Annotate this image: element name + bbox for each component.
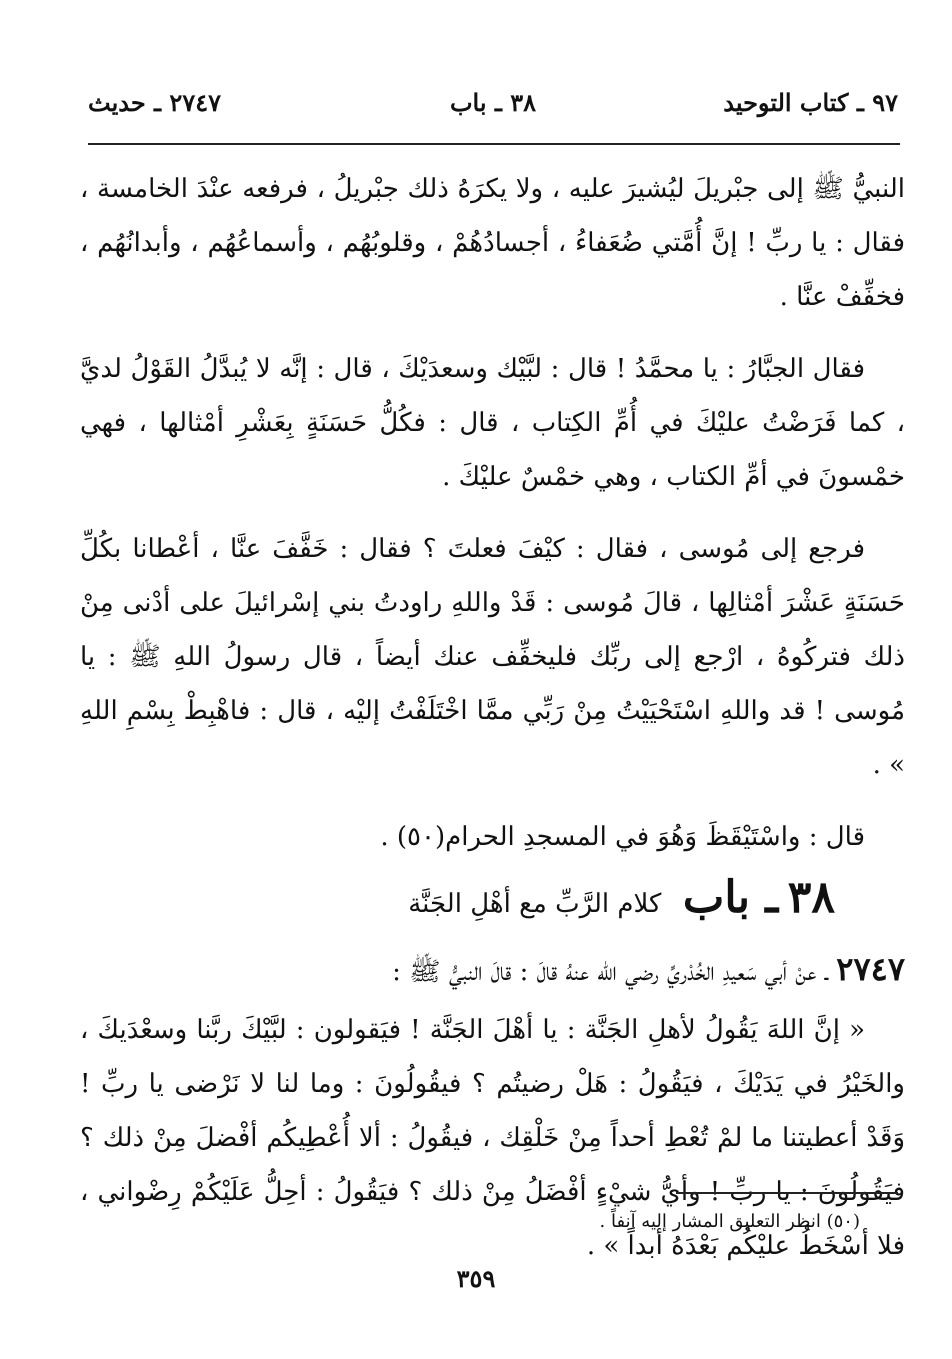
header-chapter: ٣٨ ـ باب [449,88,537,117]
chapter-heading [80,868,905,934]
header-hadith-number: ٢٧٤٧ ـ حديث [88,88,221,117]
hadith-heading [80,942,905,999]
footnote: (٥٠) انظر التعليق المشار إليه آنفاً . [599,1211,860,1232]
paragraph: النبيُّ ﷺ إلى جبْريلَ ليُشيرَ عليه ، ولا يكرَهُ ذلك جبْريلُ ، فرفعه عنْدَ الخامسة ، فقال : يا ربِّ ! إنَّ أُمَّتي ضُعَفاءُ ، أجسادُهُمْ ، وقلوبُهُم ، وأسماعُهُم ، وأبدانُهُم ، فخفِّفْ عنَّا . [80,174,905,312]
chapter-number: ٣٨ [787,872,835,923]
paragraph: فرجع إلى مُوسى ، فقال : كيْفَ فعلتَ ؟ فقال : خَفَّفَ عنَّا ، أعْطانا بكُلِّ حَسَنَةٍ عَشْرَ أمْثالِها ، قالَ مُوسى : قَدْ واللهِ راودتُ بني إسْرائيلَ على أدْنى مِنْ ذلك فتركُوهُ ، ارْجع إلى ربِّك فليخفِّف عنك أيضاً ، قال رسولُ اللهِ ﷺ : يا مُوسى ! قد واللهِ اسْتَحْيَيْتُ مِنْ رَبِّي ممَّا اخْتَلَفْتُ إليْه ، قال : فاهْبِطْ بِسْمِ اللهِ » . [80,534,905,780]
main-text [80,162,905,1291]
hadith-text: « إنَّ اللهَ يَقُولُ لأهلِ الجَنَّة : يا أهْلَ الجَنَّة ! فيَقولون : لبَّيْكَ ربَّنا وسعْدَيكَ ، والخَيْرُ في يَدَيْكَ ، فيَقُولُ : هَلْ رضيتُم ؟ فيقُولُونَ : وما لنا لا نَرْضى يا ربِّ ! وَقَدْ أعطيتنا ما لمْ تُعْطِ أحداً مِنْ خَلْقِك ، فيقُولُ : ألا أُعْطِيكُم أفْضلَ مِنْ ذلك ؟ فيَقُولُونَ : يا ربِّ ! وأيُّ شيْءٍ أفْضَلُ مِنْ ذلك ؟ فيَقُولُ : أحِلُّ عَلَيْكُمْ رِضْواني ، فلا أسْخَطُ عليْكُم بَعْدَهُ أبداً » . [80,1015,905,1261]
chapter-word: ـ باب [682,872,779,923]
header-book-title: ٩٧ ـ كتاب التوحيد [723,88,898,117]
footnote-divider [676,1192,898,1194]
paragraph: فقال الجبَّارُ : يا محمَّدُ ! قال : لبَّيْك وسعدَيْكَ ، قال : إنَّه لا يُبدَّلُ القَوْلُ لديَّ ، كما فَرَضْتُ عليْكَ في أُمِّ الكِتاب ، قال : فكُلُّ حَسَنَةٍ بِعَشْرِ أمْثالها ، فهي خمْسونَ في أمِّ الكتاب ، وهي خمْسٌ عليْكَ . [80,354,905,492]
chapter-title: كلام الرَّبِّ مع أهْلِ الجَنَّة [408,889,662,919]
page-number: ٣٥٩ [456,1264,496,1293]
paragraph: قال : واسْتَيْقَظَ وَهُوَ في المسجدِ الحرام(٥٠) . [380,822,865,852]
running-header [88,80,898,124]
hadith-number: ٢٧٤٧ [836,950,905,988]
header-divider [88,143,900,145]
hadith-intro: ـ عنْ أبي سَعيدِ الخُدْريِّ رضي الله عنهُ قالَ : قالَ النبيُّ ﷺ : [392,957,828,987]
